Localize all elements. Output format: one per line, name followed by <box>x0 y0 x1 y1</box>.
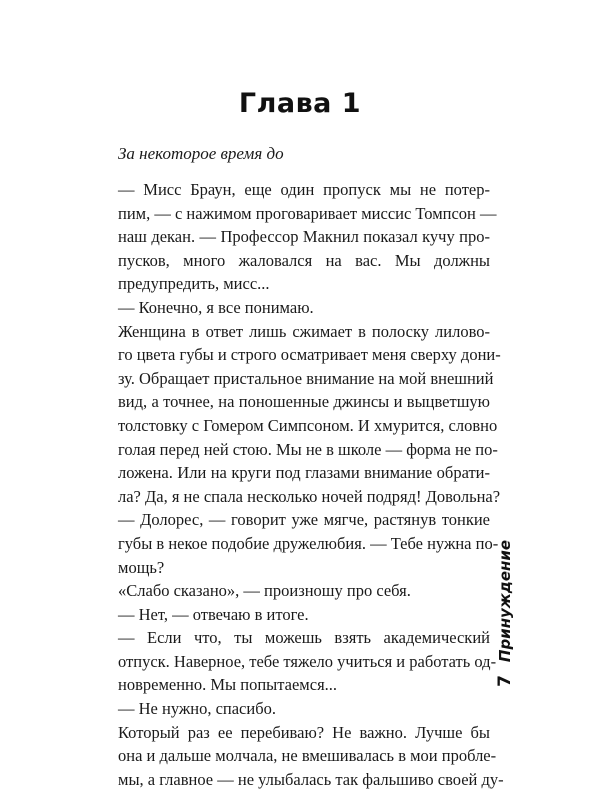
text-line: Женщина в ответ лишь сжимает в полоску лилово- <box>118 321 490 341</box>
running-title-text: Принуждение <box>496 539 514 663</box>
text-line: новременно. Мы попытаемся... <box>118 675 338 695</box>
text-line: «Слабо сказано», — произношу про себя. <box>118 581 411 601</box>
text-line: пим, — с нажимом проговаривает миссис Томпсон — <box>118 203 497 223</box>
text-line: пусков, много жаловался на вас. Мы должны <box>118 250 490 270</box>
chapter-epigraph: За некоторое время до <box>118 144 284 163</box>
text-line: — Конечно, я все понимаю. <box>118 297 314 317</box>
page-number-text: 7 <box>495 675 515 687</box>
text-line: предупредить, мисс... <box>118 274 270 294</box>
body-text <box>118 178 504 791</box>
text-line: ла? Да, я не спала несколько ночей подряд! Довольна? <box>118 486 501 506</box>
page-number <box>492 668 518 694</box>
text-line: толстовку с Гомером Симпсоном. И хмурится, словно <box>118 415 498 435</box>
running-title <box>490 536 520 666</box>
text-line: вид, а точнее, на поношенные джинсы и выцветшую <box>118 392 490 412</box>
text-line: Который раз ее перебиваю? Не важно. Лучше бы <box>118 722 490 742</box>
text-line: мощь? <box>118 557 165 577</box>
text-line: — Мисс Браун, еще один пропуск мы не потер- <box>118 180 490 199</box>
text-line: — Если что, ты можешь взять академический <box>118 628 490 648</box>
text-line: ложена. Или на круги под глазами внимание обрати- <box>118 463 490 483</box>
text-line: она и дальше молчала, не вмешивалась в мои пробле- <box>118 746 497 766</box>
text-line: отпуск. Наверное, тебе тяжело учиться и работать од- <box>118 651 497 671</box>
text-line: мы, а главное — не улыбалась так фальшиво своей ду- <box>118 769 504 789</box>
text-line: — Нет, — отвечаю в итоге. <box>118 604 309 624</box>
text-line: зу. Обращает пристальное внимание на мой внешний <box>118 368 494 388</box>
text-line: голая перед ней стою. Мы не в школе — форма не по- <box>118 439 498 459</box>
text-line: го цвета губы и строго осматривает меня сверху дони- <box>118 345 501 365</box>
chapter-title: Глава 1 <box>238 88 362 119</box>
text-line: наш декан. — Профессор Макнил показал кучу про- <box>118 227 490 247</box>
text-line: — Долорес, — говорит уже мягче, растянув тонкие <box>118 510 490 530</box>
text-line: губы в некое подобие дружелюбия. — Тебе нужна по- <box>118 533 499 553</box>
text-line: — Не нужно, спасибо. <box>118 699 276 719</box>
